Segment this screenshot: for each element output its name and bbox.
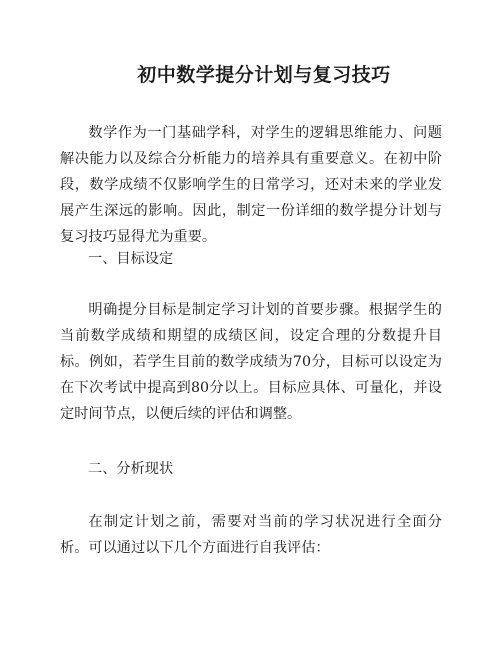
intro-paragraph: 数学作为一门基础学科，对学生的逻辑思维能力、问题解决能力以及综合分析能力的培养具有重要意义。在初中阶段，数学成绩不仅影响学生的日常学习，还对未来的学业发展产生深远的影响。因此，制定一份详细的数学提分计划与复习技巧显得尤为重要。: [60, 125, 442, 245]
document-title: 初中数学提分计划与复习技巧: [137, 64, 391, 86]
section-body-goal-setting: 明确提分目标是制定学习计划的首要步骤。根据学生的当前数学成绩和期望的成绩区间，设定合理的分数提升目标。例如，若学生目前的数学成绩为70分，目标可以设定为在下次考试中提高到80分以上。目标应具体、可量化，并设定时间节点，以便后续的评估和调整。: [60, 302, 442, 422]
section-heading-goal-setting: 一、目标设定: [88, 251, 174, 267]
section-body-current-analysis: 在制定计划之前，需要对当前的学习状况进行全面分析。可以通过以下几个方面进行自我评估：: [60, 514, 442, 556]
section-heading-current-analysis: 二、分析现状: [88, 461, 174, 477]
